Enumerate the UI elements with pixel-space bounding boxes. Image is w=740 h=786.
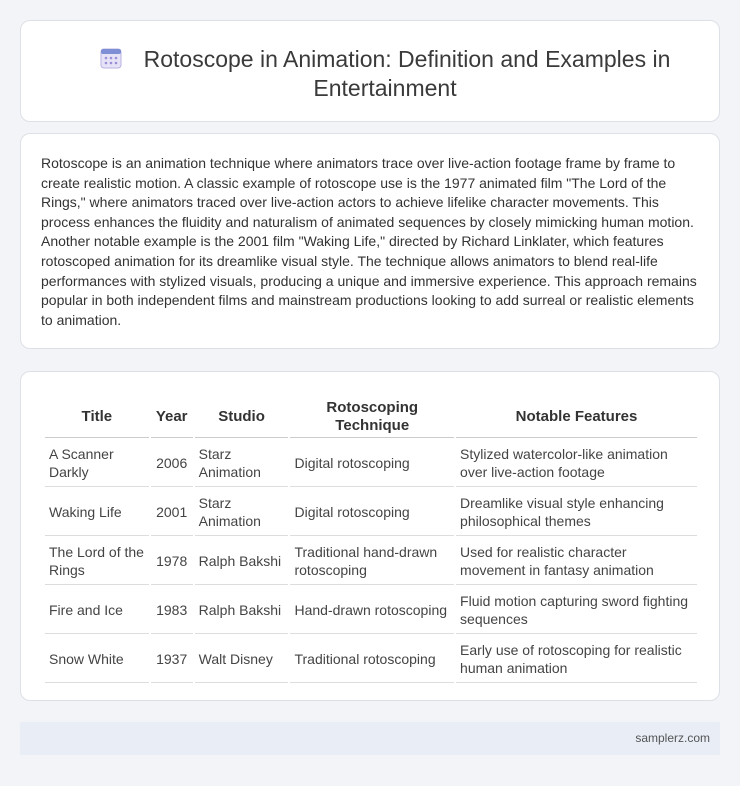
- cell-technique: Traditional hand-drawn rotoscoping: [290, 538, 454, 585]
- table-row: [45, 538, 697, 585]
- cell-title: A Scanner Darkly: [45, 440, 149, 487]
- page-title: Rotoscope in Animation: Definition and Examples in Entertainment: [143, 46, 671, 101]
- cell-technique: Hand-drawn rotoscoping: [290, 587, 454, 634]
- header-year: Year: [151, 396, 193, 438]
- table-row: [45, 489, 697, 536]
- cell-studio: Ralph Bakshi: [195, 587, 289, 634]
- cell-year: 1978: [151, 538, 193, 585]
- footer-site-link[interactable]: samplerz.com: [635, 731, 710, 745]
- summary-card: [20, 133, 720, 349]
- cell-title: Fire and Ice: [45, 587, 149, 634]
- cell-studio: Starz Animation: [195, 440, 289, 487]
- table-card: [20, 371, 720, 701]
- cell-features: Dreamlike visual style enhancing philosophical themes: [456, 489, 697, 536]
- cell-year: 2001: [151, 489, 193, 536]
- page-title-container: [81, 45, 689, 103]
- table-row: [45, 440, 697, 487]
- cell-title: The Lord of the Rings: [45, 538, 149, 585]
- cell-technique: Traditional rotoscoping: [290, 636, 454, 683]
- cell-features: Early use of rotoscoping for realistic human animation: [456, 636, 697, 683]
- cell-year: 1937: [151, 636, 193, 683]
- cell-technique: Digital rotoscoping: [290, 440, 454, 487]
- table-header-row: [45, 396, 697, 438]
- cell-year: 1983: [151, 587, 193, 634]
- cell-title: Waking Life: [45, 489, 149, 536]
- header-technique: Rotoscoping Technique: [290, 396, 454, 438]
- cell-technique: Digital rotoscoping: [290, 489, 454, 536]
- title-card: [20, 20, 720, 122]
- footer: [20, 722, 720, 755]
- header-features: Notable Features: [456, 396, 697, 438]
- cell-features: Used for realistic character movement in fantasy animation: [456, 538, 697, 585]
- calendar-icon: [100, 47, 122, 69]
- header-studio: Studio: [195, 396, 289, 438]
- cell-features: Fluid motion capturing sword fighting sequences: [456, 587, 697, 634]
- cell-features: Stylized watercolor-like animation over live-action footage: [456, 440, 697, 487]
- header-title: Title: [45, 396, 149, 438]
- table-row: [45, 587, 697, 634]
- cell-studio: Starz Animation: [195, 489, 289, 536]
- cell-title: Snow White: [45, 636, 149, 683]
- summary-paragraph: Rotoscope is an animation technique where animators trace over live-action footage frame by frame to create realistic motion. A classic example of rotoscope use is the 1977 animated film "The Lord of the Rings," where animators traced over live-action actors to achieve lifelike character movements. This process enhances the fluidity and naturalism of animated sequences by closely mimicking human motion. Another notable example is the 2001 film "Waking Life," directed by Richard Linklater, which features rotoscoped animation for its dreamlike visual style. The technique allows animators to blend real-life performances with stylized visuals, producing a unique and immersive experience. This approach remains popular in both independent films and mainstream productions looking to add surreal or realistic elements to animation.: [41, 155, 697, 328]
- cell-studio: Ralph Bakshi: [195, 538, 289, 585]
- cell-studio: Walt Disney: [195, 636, 289, 683]
- films-table: [43, 394, 699, 685]
- cell-year: 2006: [151, 440, 193, 487]
- table-row: [45, 636, 697, 683]
